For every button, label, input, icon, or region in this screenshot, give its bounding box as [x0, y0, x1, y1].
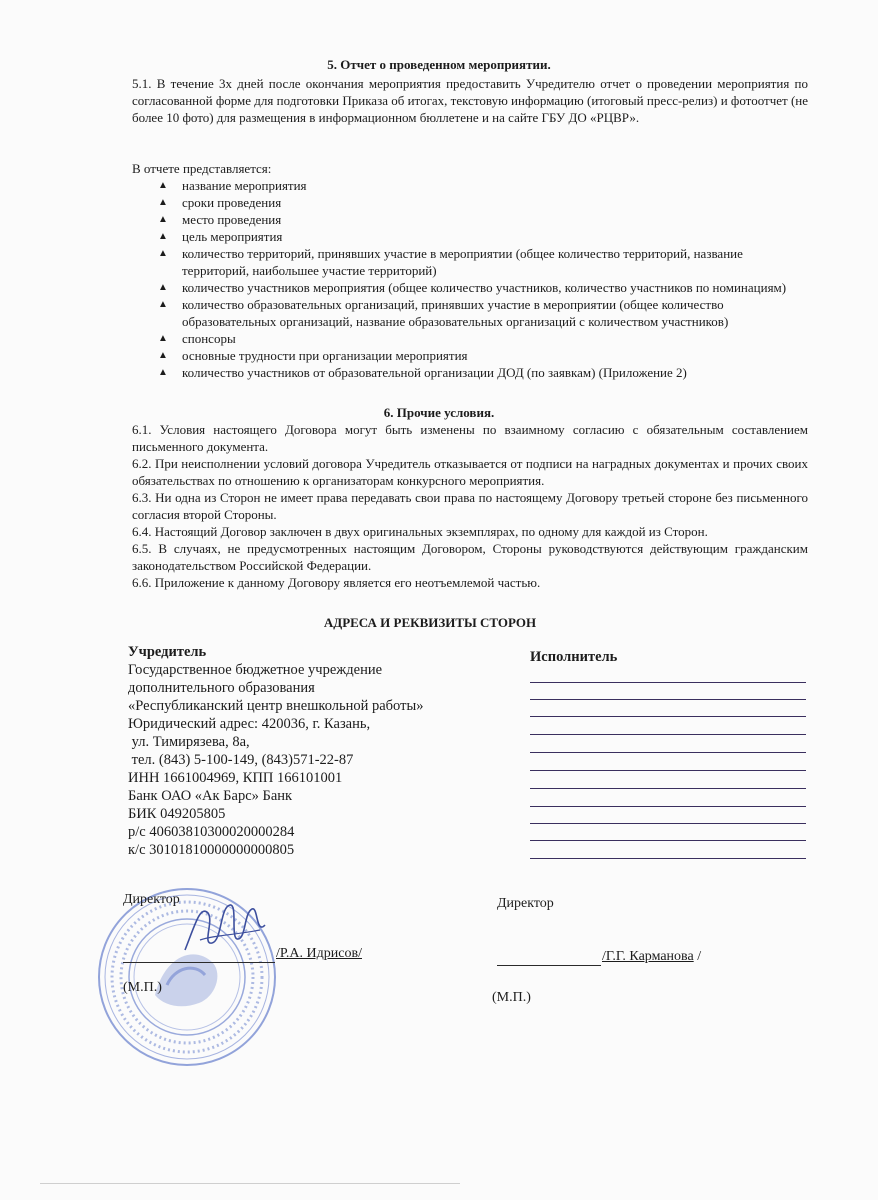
founder-line: Банк ОАО «Ак Барс» Банк: [128, 788, 293, 804]
bullet-icon: ▲: [158, 248, 168, 259]
executor-signature-line: [497, 965, 601, 966]
executor-blank-line: [530, 752, 806, 753]
founder-director-label: Директор: [123, 892, 180, 907]
executor-blank-line: [530, 734, 806, 735]
executor-blank-line: [530, 699, 806, 700]
founder-line: дополнительного образования: [128, 680, 315, 696]
executor-blank-line: [530, 682, 806, 683]
executor-blank-line: [530, 823, 806, 824]
founder-line: к/с 30101810000000000805: [128, 842, 295, 858]
founder-director-name: /Р.А. Идрисов/: [276, 946, 362, 961]
bullet-icon: ▲: [158, 180, 168, 191]
executor-blank-line: [530, 858, 806, 859]
executor-blank-line: [530, 716, 806, 717]
list-item: ▲ сроки проведения: [158, 195, 282, 210]
founder-line: «Республиканский центр внешкольной работы»: [128, 698, 424, 714]
list-item: ▲ количество участников от образовательной организации ДОД (по заявкам) (Приложение 2): [158, 365, 687, 380]
clause-6-6: 6.6. Приложение к данному Договору является его неотъемлемой частью.: [132, 575, 541, 590]
executor-director-label: Директор: [497, 896, 554, 911]
executor-heading: Исполнитель: [530, 649, 618, 665]
list-item: ▲ количество участников мероприятия (общее количество участников, количество участников по номинациям): [158, 280, 787, 295]
bullet-icon: ▲: [158, 231, 168, 242]
list-item: ▲ название мероприятия: [158, 178, 307, 193]
requisites-title: АДРЕСА И РЕКВИЗИТЫ СТОРОН: [323, 615, 537, 630]
bullet-icon: ▲: [158, 214, 168, 225]
executor-blank-line: [530, 806, 806, 807]
founder-line: р/с 40603810300020000284: [128, 824, 295, 840]
executor-director-name: /Г.Г. Карманова /: [602, 949, 702, 964]
bullet-icon: ▲: [158, 299, 168, 310]
clause-6-5: 6.5. В случаях, не предусмотренных настоящим Договором, Стороны руководствуются действующим гражданским законодательством Российской Федерации.: [132, 541, 808, 573]
founder-details: [128, 661, 423, 859]
executor-blank-line: [530, 770, 806, 771]
bullet-icon: ▲: [158, 350, 168, 361]
founder-line: Юридический адрес: 420036, г. Казань,: [128, 716, 371, 732]
list-item: ▲ место проведения: [158, 212, 282, 227]
clause-6-3: 6.3. Ни одна из Сторон не имеет права передавать свои права по настоящему Договору третьей стороне без письменного согласия второй Стороны.: [132, 490, 808, 522]
list-item: ▲ основные трудности при организации мероприятия: [158, 348, 468, 363]
founder-line: ул. Тимирязева, 8а,: [128, 734, 250, 750]
bullet-icon: ▲: [158, 367, 168, 378]
report-contents-list: [158, 177, 808, 381]
section6-title: 6. Прочие условия.: [383, 405, 495, 420]
page-bottom-rule: [40, 1183, 460, 1184]
bullet-icon: ▲: [158, 333, 168, 344]
executor-blank-line: [530, 788, 806, 789]
founder-heading: Учредитель: [128, 644, 207, 660]
section5-paragraph-1: 5.1. В течение 3х дней после окончания мероприятия предоставить Учредителю отчет о проведении мероприятия по согласованной форме для подготовки Приказа об итогах, текстовую информацию (итоговый пресс-релиз) и фотоотчет (не более 10 фото) для размещения в информационном бюллетене и на сайте ГБУ ДО «РЦВР».: [132, 76, 808, 125]
clause-6-1: 6.1. Условия настоящего Договора могут быть изменены по взаимному согласию с обязательным составлением письменного документа.: [132, 422, 808, 454]
section5-intro: В отчете представляется:: [132, 161, 272, 176]
founder-line: Государственное бюджетное учреждение: [128, 662, 383, 678]
list-item: ▲ цель мероприятия: [158, 229, 283, 244]
founder-line: ИНН 1661004969, КПП 166101001: [128, 770, 343, 786]
list-item: ▲ спонсоры: [158, 331, 236, 346]
list-item: ▲ количество территорий, принявших участие в мероприятии (общее количество территорий, название территорий, наибольшее участие территорий): [158, 246, 743, 278]
founder-line: тел. (843) 5-100-149, (843)571-22-87: [128, 752, 354, 768]
bullet-icon: ▲: [158, 197, 168, 208]
founder-signature: [180, 895, 270, 965]
bullet-icon: ▲: [158, 282, 168, 293]
executor-blank-line: [530, 840, 806, 841]
list-item: ▲ количество образовательных организаций, принявших участие в мероприятии (общее количество образовательных организаций, название образовательных организаций с количеством участников): [158, 297, 729, 329]
clause-6-2: 6.2. При неисполнении условий договора Учредитель отказывается от подписи на наградных документах и прочих своих обязательствах по отношению к организаторам конкурсного мероприятия.: [132, 456, 808, 488]
founder-line: БИК 049205805: [128, 806, 226, 822]
clause-6-4: 6.4. Настоящий Договор заключен в двух оригинальных экземплярах, по одному для каждой из Сторон.: [132, 524, 708, 539]
founder-seal-label: (М.П.): [123, 980, 162, 995]
section5-title: 5. Отчет о проведенном мероприятии.: [327, 57, 551, 72]
executor-seal-label: (М.П.): [492, 990, 531, 1005]
